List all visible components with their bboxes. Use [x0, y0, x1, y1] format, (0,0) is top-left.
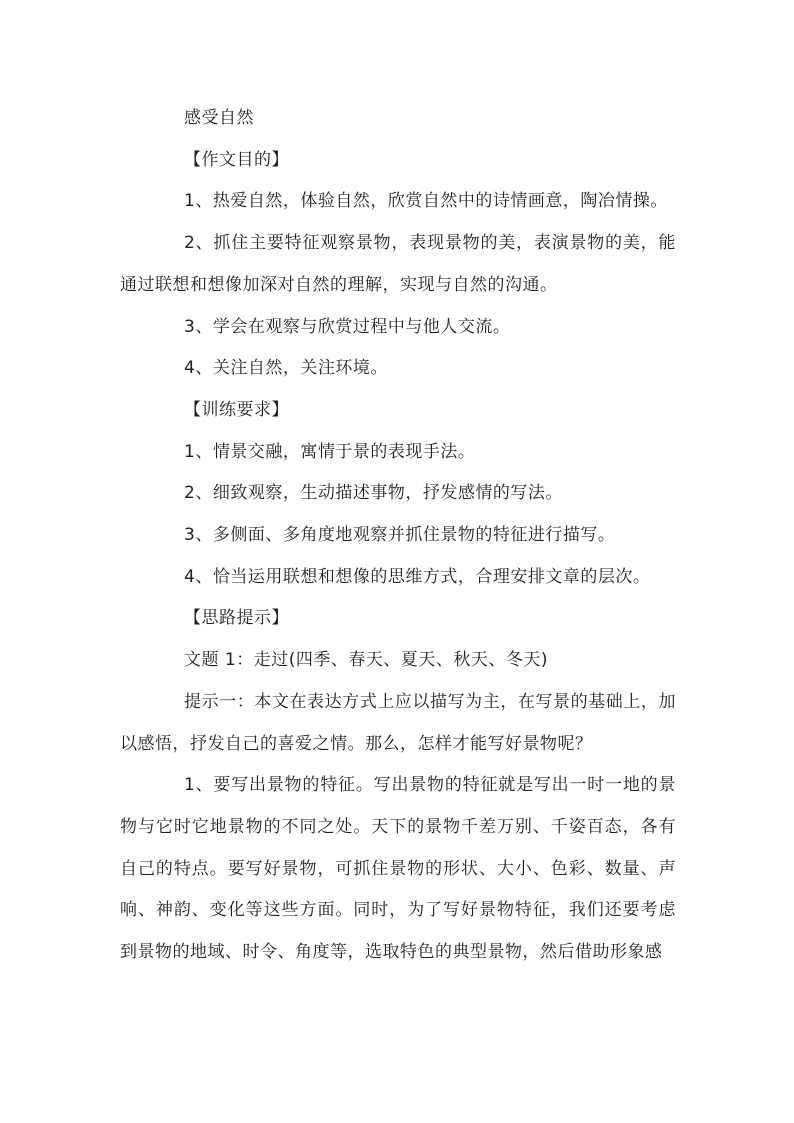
purpose-item-2: 2、抓住主要特征观察景物，表现景物的美，表演景物的美，能通过联想和想像加深对自然的理解，实现与自然的沟通。 [120, 233, 676, 295]
purpose-item-4: 4、关注自然，关注环境。 [184, 358, 388, 379]
requirement-item-3: 3、多侧面、多角度地观察并抓住景物的特征进行描写。 [184, 525, 616, 546]
section-heading-hints: 【思路提示】 [184, 608, 289, 629]
requirement-item-1: 1、情景交融，寓情于景的表现手法。 [184, 441, 476, 462]
hint-point-1-paragraph: 1、要写出景物的特征。写出景物的特征就是写出一时一地的景物与它时它地景物的不同之处。天下的景物千差万别、千姿百态，各有自己的特点。要写好景物，可抓住景物的形状、大小、色彩、数量、声响、神韵、变化等这些方面。同时，为了写好景物特征，我们还要考虑到景物的地域、时令、角度等，选取特色的典型景物，然后借助形象感 [120, 775, 676, 963]
hint-one-paragraph: 提示一：本文在表达方式上应以描写为主，在写景的基础上，加以感悟，抒发自己的喜爱之情。那么，怎样才能写好景物呢？ [120, 691, 676, 754]
requirement-item-4: 4、恰当运用联想和想像的思维方式，合理安排文章的层次。 [184, 566, 651, 587]
purpose-item-3: 3、学会在观察与欣赏过程中与他人交流。 [184, 316, 511, 337]
purpose-item-1: 1、热爱自然，体验自然，欣赏自然中的诗情画意，陶冶情操。 [184, 191, 668, 212]
requirement-item-2: 2、细致观察，生动描述事物，抒发感情的写法。 [184, 483, 563, 504]
document-body [120, 98, 676, 974]
essay-topic-1: 文题 1：走过(四季、春天、夏天、秋天、冬天) [184, 650, 548, 671]
section-heading-requirements: 【训练要求】 [184, 399, 289, 420]
document-title: 感受自然 [184, 108, 254, 128]
section-heading-purpose: 【作文目的】 [184, 149, 289, 170]
